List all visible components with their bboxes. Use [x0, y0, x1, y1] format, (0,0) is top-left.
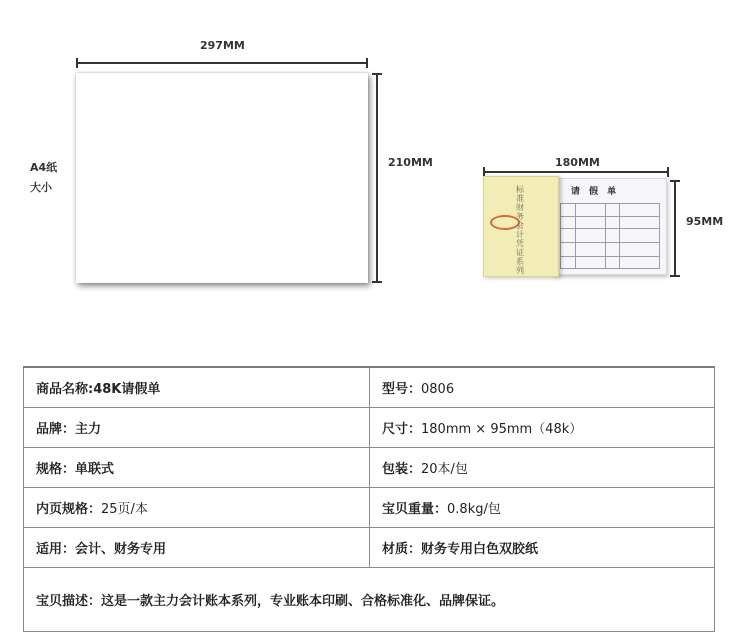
product-spec-table [23, 366, 715, 632]
spec-cell-material: 材质：财务专用白色双胶纸 [370, 527, 715, 567]
spec-cell-usage: 适用：会计、财务专用 [24, 527, 370, 567]
a4-width-dimension-line [76, 62, 368, 64]
spec-cell-page-count: 内页规格：25页/本 [24, 487, 370, 527]
a4-caption-line-1: A4纸 [30, 161, 58, 174]
spec-row [24, 527, 715, 567]
spec-cell-size: 尺寸：180mm × 95mm（48k） [370, 407, 715, 447]
leave-form-grid [560, 203, 660, 269]
a4-paper-sheet [76, 73, 368, 283]
spec-cell-product-name: 商品名称:48K请假单 [24, 367, 370, 407]
spec-row [24, 407, 715, 447]
cover-series-text: 标准财务会计凭证系列 [516, 185, 524, 275]
spec-cell-packaging: 包装：20本/包 [370, 447, 715, 487]
spec-cell-weight: 宝贝重量：0.8kg/包 [370, 487, 715, 527]
form-height-dimension-line [674, 180, 676, 277]
yellow-cover [483, 176, 559, 277]
spec-row [24, 367, 715, 407]
a4-width-label: 297MM [200, 39, 245, 52]
form-height-label: 95MM [686, 215, 724, 228]
spec-cell-brand: 品牌：主力 [24, 407, 370, 447]
a4-size-caption [30, 158, 57, 198]
spec-cell-format: 规格：单联式 [24, 447, 370, 487]
leave-form-product-photo [483, 176, 669, 277]
a4-height-dimension-line [376, 73, 378, 283]
spec-cell-description: 宝贝描述：这是一款主力会计账本系列，专业账本印刷、合格标准化、品牌保证。 [24, 567, 715, 631]
spec-row-description [24, 567, 715, 631]
a4-height-label: 210MM [388, 156, 433, 169]
spec-row [24, 487, 715, 527]
form-width-label: 180MM [555, 156, 600, 169]
leave-form-sheet [553, 178, 667, 275]
a4-caption-line-2: 大小 [30, 181, 52, 194]
spec-cell-model: 型号：0806 [370, 367, 715, 407]
form-width-dimension-line [483, 171, 669, 173]
spec-row [24, 447, 715, 487]
leave-form-title: 请 假 单 [570, 187, 620, 197]
